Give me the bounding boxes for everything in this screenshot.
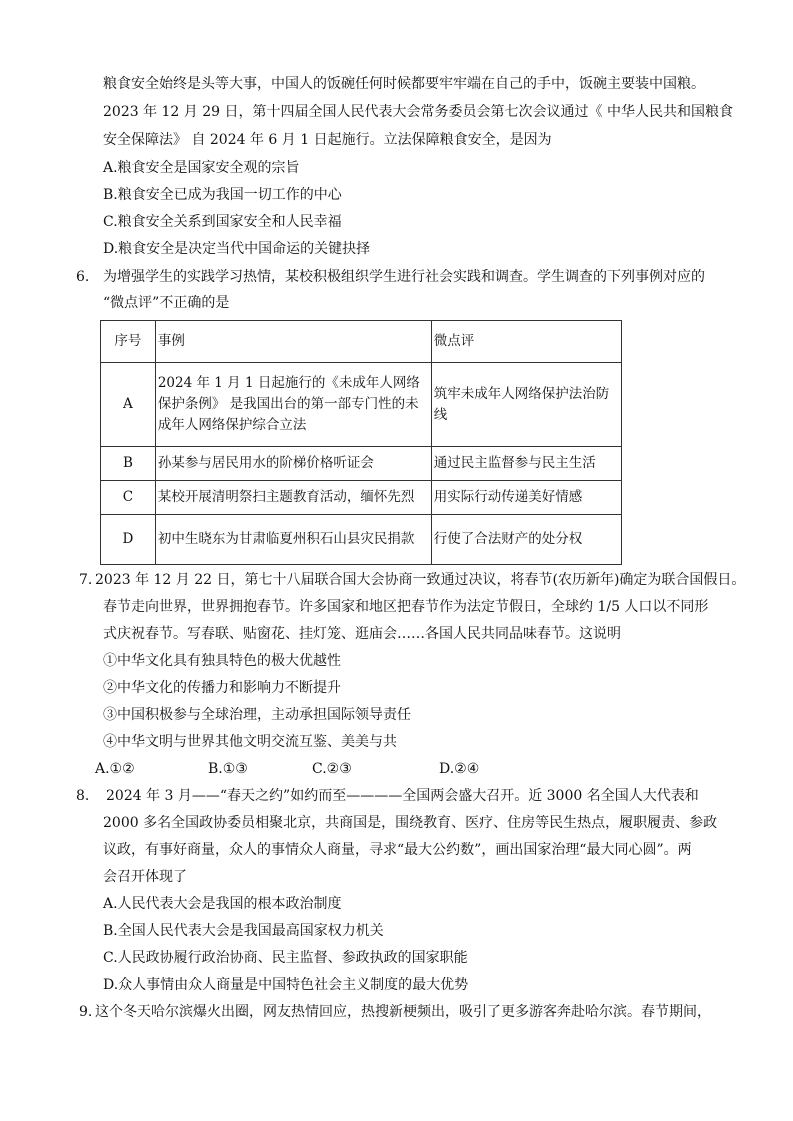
q8-stem-line-4: 会召开体现了 [103, 869, 187, 885]
row-case: 某校开展清明祭扫主题教育活动，缅怀先烈 [155, 481, 431, 515]
row-id: C [101, 481, 156, 515]
q7-item-3: ③中国积极参与全球治理，主动承担国际领导责任 [103, 707, 411, 723]
row-comment: 通过民主监督参与民主生活 [431, 447, 621, 481]
q5-option-c: C.粮食安全关系到国家安全和人民幸福 [103, 214, 342, 230]
q6-table [100, 320, 622, 565]
row-case [155, 363, 431, 447]
q7-number: 7. [79, 572, 93, 588]
row-case-line: 2024 年 1 月 1 日起施行的《未成年人网络 [157, 375, 420, 391]
q7-option-a: A.①② [95, 761, 135, 777]
table-header-row [101, 321, 622, 363]
row-comment [431, 363, 621, 447]
q7-stem-line-3: 式庆祝春节。写春联、贴窗花、挂灯笼、逛庙会……各国人民共同品味春节。这说明 [103, 626, 621, 642]
q8-option-a: A.人民代表大会是我国的根本政治制度 [103, 896, 342, 912]
q6-stem-line-2: “微点评”不正确的是 [103, 295, 230, 311]
q7-item-4: ④中华文明与世界其他文明交流互鉴、美美与共 [103, 734, 397, 750]
q5-stem-line-3: 安全保障法》 自 2024 年 6 月 1 日起施行。立法保障粮食安全，是因为 [103, 132, 552, 148]
header-case: 事例 [155, 321, 431, 363]
table-row [101, 363, 622, 447]
q5-stem-line-2: 2023 年 12 月 29 日，第十四届全国人民代表大会常务委员会第七次会议通过《 中华人民共和国粮食 [103, 104, 733, 120]
q7-stem-line-2: 春节走向世界，世界拥抱春节。许多国家和地区把春节作为法定节假日，全球约 1/5 人口以不同形 [103, 599, 709, 615]
q8-stem-line-2: 2000 多名全国政协委员相聚北京，共商国是，围绕教育、医疗、住房等民生热点，履职履责、参政 [103, 815, 718, 831]
row-comment: 用实际行动传递美好情感 [431, 481, 621, 515]
table-row [101, 481, 622, 515]
q5-option-b: B.粮食安全已成为我国一切工作的中心 [103, 187, 342, 203]
q8-option-b: B.全国人民代表大会是我国最高国家权力机关 [103, 923, 384, 939]
q8-stem-line-3: 议政，有事好商量，众人的事情众人商量，寻求“最大公约数”，画出国家治理“最大同心圆”。两 [103, 842, 692, 858]
table-row [101, 515, 622, 565]
q7-item-1: ①中华文化具有独具特色的极大优越性 [103, 653, 341, 669]
q7-stem-line-1: 2023 年 12 月 22 日，第七十八届联合国大会协商一致通过决议，将春节(农历新年)确定为联合国假日。 [95, 572, 746, 588]
row-id: A [101, 363, 156, 447]
q8-stem-line-1: 2024 年 3 月——“春天之约”如约而至————全国两会盛大召开。近 3000 名全国人大代表和 [106, 788, 699, 804]
q5-stem-line-1: 粮食安全始终是头等大事，中国人的饭碗任何时候都要牢牢端在自己的手中，饭碗主要装中国粮。 [103, 76, 705, 92]
q5-option-a: A.粮食安全是国家安全观的宗旨 [103, 160, 300, 176]
row-case: 初中生晓东为甘肃临夏州积石山县灾民捐款 [155, 515, 431, 565]
row-id: B [101, 447, 156, 481]
q7-item-2: ②中华文化的传播力和影响力不断提升 [103, 680, 341, 696]
q8-option-d: D.众人事情由众人商量是中国特色社会主义制度的最大优势 [103, 977, 469, 993]
row-comment: 行使了合法财产的处分权 [431, 515, 621, 565]
q7-option-c: C.②③ [312, 761, 352, 777]
q7-option-b: B.①③ [208, 761, 248, 777]
row-id: D [101, 515, 156, 565]
row-case: 孙某参与居民用水的阶梯价格听证会 [155, 447, 431, 481]
q6-stem-line-1: 为增强学生的实践学习热情，某校积极组织学生进行社会实践和调查。学生调查的下列事例对应的 [103, 269, 705, 285]
q8-option-c: C.人民政协履行政治协商、民主监督、参政执政的国家职能 [103, 950, 468, 966]
q7-option-d: D.②④ [439, 761, 480, 777]
table-row [101, 447, 622, 481]
q9-stem-line-1: 这个冬天哈尔滨爆火出圈，网友热情回应，热搜新梗频出，吸引了更多游客奔赴哈尔滨。春节期间， [95, 1004, 711, 1020]
row-comment-line: 筑牢未成年人网络保护法治防 [433, 385, 610, 402]
header-comment: 微点评 [431, 321, 621, 363]
header-id: 序号 [101, 321, 156, 363]
row-comment-line: 线 [433, 406, 448, 423]
row-case-line: 成年人网络保护综合立法 [157, 417, 307, 433]
row-case-line: 保护条例》 是我国出台的第一部专门性的未 [157, 396, 419, 412]
q9-number: 9. [79, 1004, 93, 1020]
q8-number: 8. [76, 788, 90, 804]
q5-option-d: D.粮食安全是决定当代中国命运的关键抉择 [103, 241, 371, 257]
q6-number: 6. [76, 269, 90, 285]
